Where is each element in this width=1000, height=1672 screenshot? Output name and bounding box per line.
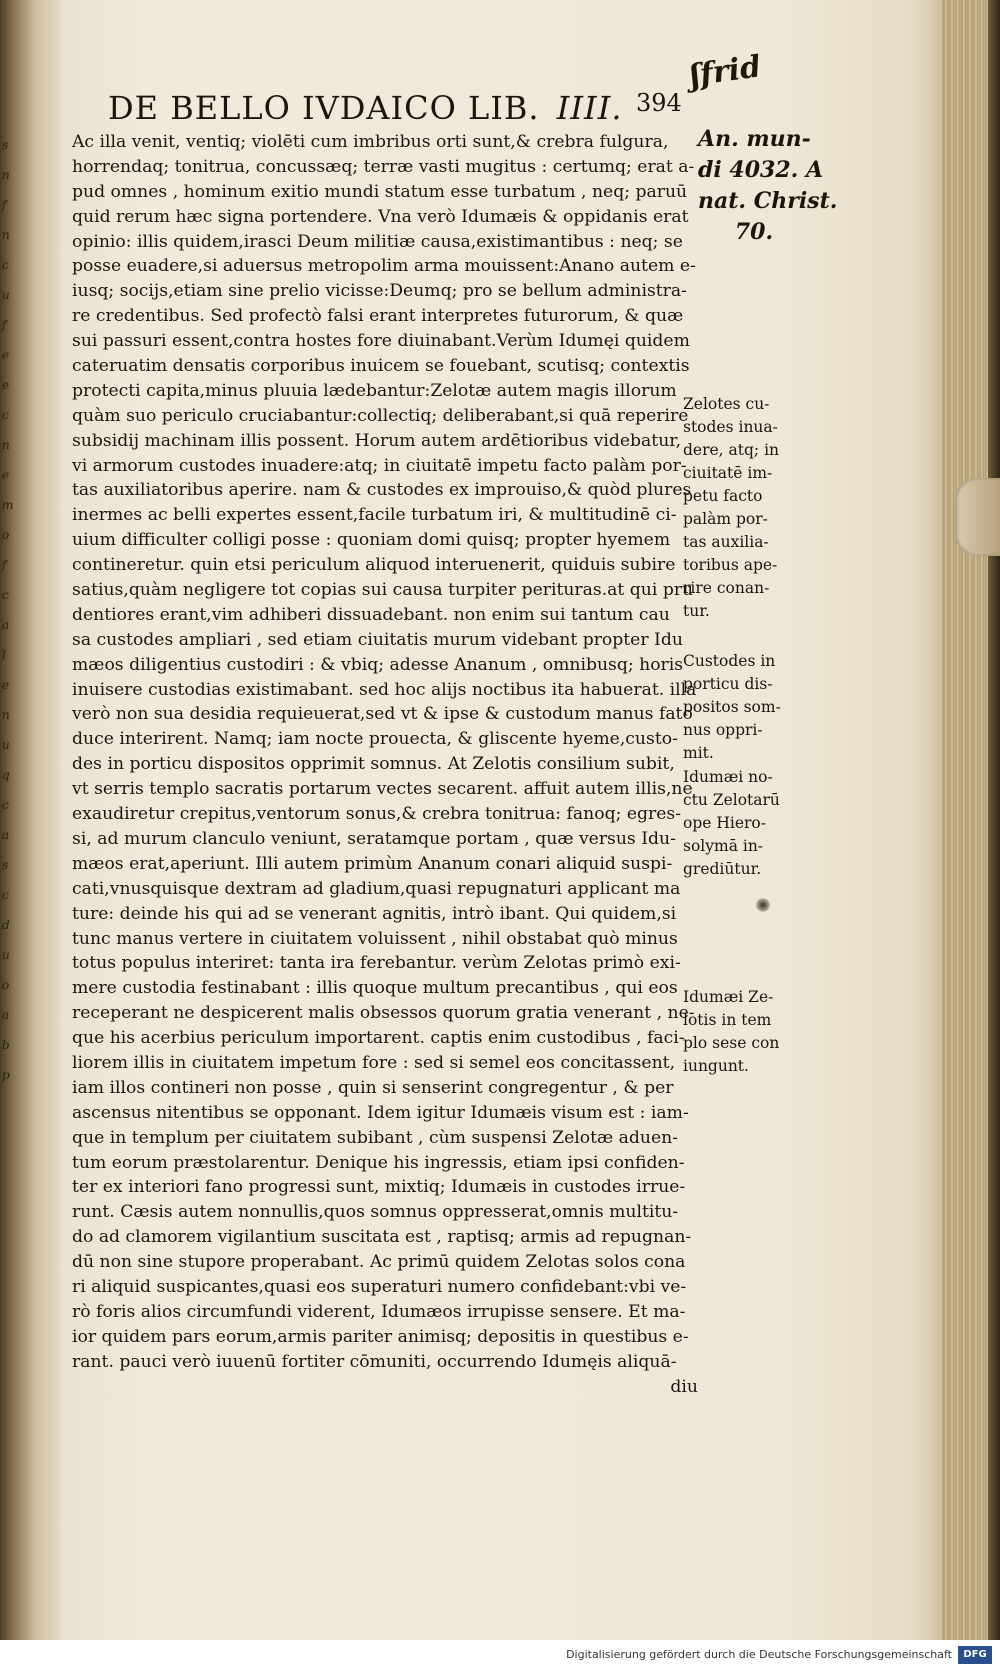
spine-fragment: p [2, 1068, 10, 1082]
text-line: verò non sua desidia requieuerat,sed vt & ipse & custodum manus fato [72, 704, 693, 725]
text-line: horrendaq; tonitrua, concussæq; terræ vasti mugitus : certumq; erat a- [72, 156, 695, 177]
side-note-line: iungunt. [683, 1057, 749, 1075]
spine-fragment: c [2, 408, 9, 422]
spine-fragment: f [2, 318, 7, 332]
side-note-idumaei-noctu [683, 766, 793, 881]
side-note-line: ope Hiero- [683, 814, 766, 832]
spine-fragment: e [2, 678, 10, 692]
text-line: sa custodes ampliari , sed etiam ciuitatis murum videbant propter Idu [72, 629, 683, 650]
spine-fragment: e [2, 378, 10, 392]
book-spine [0, 0, 64, 1640]
text-line: inermes ac belli expertes essent,facile turbatum iri, & multitudinē ci- [72, 505, 677, 526]
text-line: dentiores erant,vim adhiberi dissuadebant. non enim sui tantum cau [72, 604, 670, 625]
spine-fragment: s [2, 858, 9, 872]
side-note-idumaei-zelotis [683, 986, 793, 1078]
side-note-line: nus oppri- [683, 721, 763, 739]
side-note-line: mit. [683, 744, 714, 762]
spine-fragment: n [2, 168, 10, 182]
text-line: tum eorum præstolarentur. Denique his ingressis, etiam ipsi confiden- [72, 1152, 685, 1173]
text-line: iam illos contineri non posse , quin si senserint congregentur , & per [72, 1077, 674, 1098]
side-note-line: dere, atq; in [683, 441, 780, 459]
text-line: des in porticu dispositos opprimit somnus. At Zelotis consilium subit, [72, 754, 675, 775]
text-line: do ad clamorem vigilantium suscitata est , raptisq; armis ad repugnan- [72, 1227, 692, 1248]
text-line: cati,vnusquisque dextram ad gladium,quasi repugnaturi applicant ma [72, 878, 681, 899]
text-line: tas auxiliatoribus aperire. nam & custodes ex improuiso,& quòd plures [72, 480, 692, 501]
text-line: pud omnes , hominum exitio mundi statum esse turbatum , neq; paruū [72, 181, 688, 202]
footer-credit: Digitalisierung gefördert durch die Deutsche Forschungsgemeinschaft [566, 1648, 952, 1661]
text-line: ter ex interiori fano progressi sunt, mixtiq; Idumæis in custodes irrue- [72, 1177, 686, 1198]
text-line: uium difficulter colligi posse : quoniam domi quisq; propter hyemem [72, 530, 671, 551]
side-note-line: Zelotes cu- [683, 395, 770, 413]
handwritten-annotation: ʃfrid [687, 49, 764, 94]
side-note-line: Idumæi Ze- [683, 988, 774, 1006]
text-line: liorem illis in ciuitatem impetum fore : sed si semel eos concitassent, [72, 1052, 676, 1073]
spine-fragment: n [2, 228, 10, 242]
text-line: re credentibus. Sed profectò falsi erant interpretes futurorum, & quæ [72, 306, 684, 327]
text-line: ior quidem pars eorum,armis pariter animisq; depositis in questibus e- [72, 1326, 689, 1347]
footer-bar [0, 1640, 1000, 1672]
side-note-line: petu facto [683, 487, 763, 505]
side-note-line: palàm por- [683, 510, 768, 528]
spine-fragment: e [2, 468, 10, 482]
side-note-zelotes [683, 393, 793, 623]
side-note-line: ciuitatē im- [683, 464, 773, 482]
text-line: receperant ne despicerent malis obsessos quorum gratia venerant , ne- [72, 1003, 695, 1024]
side-note-line: Custodes in [683, 652, 776, 670]
spine-fragment: a [2, 828, 10, 842]
text-line: que in templum per ciuitatem subibant , cùm suspensi Zelotæ aduen- [72, 1127, 679, 1148]
spine-fragment: u [2, 738, 10, 752]
bookmark-tab [955, 478, 1000, 556]
side-note-line: Idumæi no- [683, 768, 773, 786]
binding-edge [988, 0, 1000, 1640]
side-note-line: tur. [683, 602, 710, 620]
running-head-book: IIII. [556, 89, 623, 127]
spine-fragment: m [2, 498, 14, 512]
side-note-line: stodes inua- [683, 418, 778, 436]
spine-fragment: b [2, 1038, 10, 1052]
text-line: vt serris templo sacratis portarum vectes secarent. affuit autem illis,ne [72, 779, 693, 800]
text-line: rant. pauci verò iuuenū fortiter cōmuniti, occurrendo Idumęis aliquā- [72, 1351, 677, 1372]
year-note-line: di 4032. A [698, 157, 824, 183]
side-note-line: rire conan- [683, 579, 770, 597]
year-note-line: An. mun- [698, 126, 811, 152]
text-line: vi armorum custodes inuadere:atq; in ciuitatē impetu facto palàm por- [72, 455, 687, 476]
text-line: si, ad murum clanculo veniunt, seratamque portam , quæ versus Idu- [72, 828, 676, 849]
year-note-line: 70. [734, 219, 774, 245]
text-line: sui passuri essent,contra hostes fore diuinabant.Verùm Idumęi quidem [72, 331, 690, 352]
side-note-line: lotis in tem [683, 1011, 772, 1029]
text-line: runt. Cæsis autem nonnullis,quos somnus oppresserat,omnis multitu- [72, 1202, 679, 1223]
spine-fragment: s [2, 138, 9, 152]
spine-fragment: a [2, 618, 10, 632]
text-line: protecti capita,minus pluuia lædebantur:Zelotæ autem magis illorum [72, 380, 677, 401]
text-line: quàm suo periculo cruciabantur:collectiq; deliberabant,si quā reperire [72, 405, 689, 426]
side-note-line: solymā in- [683, 837, 764, 855]
spine-fragment: c [2, 588, 9, 602]
text-line: dū non sine stupore properabant. Ac primū quidem Zelotas solos cona [72, 1252, 686, 1273]
text-line: ture: deinde his qui ad se venerant agnitis, intrò ibant. Qui quidem,si [72, 903, 677, 924]
spine-fragment: u [2, 288, 10, 302]
text-line: inuisere custodias existimabant. sed hoc alijs noctibus ita habuerat. illa [72, 679, 697, 700]
text-line: que his acerbius periculum importarent. captis enim custodibus , faci- [72, 1028, 685, 1049]
spine-fragment: n [2, 438, 10, 452]
text-line: opinio: illis quidem,irasci Deum militiæ causa,existimantibus : neq; se [72, 231, 683, 252]
side-note-line: positos som- [683, 698, 781, 716]
spine-fragment: d [2, 918, 10, 932]
text-line: tunc manus vertere in ciuitatem voluissent , nihil obstabat quò minus [72, 928, 678, 949]
page-number: 394 [636, 89, 682, 117]
dfg-logo: DFG [958, 1646, 992, 1664]
spine-fragment: c [2, 888, 9, 902]
side-note-line: plo sese con [683, 1034, 780, 1052]
body-text [72, 130, 700, 1399]
spine-fragment: f [2, 198, 7, 212]
spine-fragment: q [2, 768, 10, 782]
side-note-line: grediūtur. [683, 860, 762, 878]
text-line: iusq; socijs,etiam sine prelio vicisse:Deumq; pro se bellum administra- [72, 281, 687, 302]
year-marginal-note [698, 124, 838, 248]
text-line: posse euadere,si aduersus metropolim arma mouissent:Anano autem e- [72, 256, 696, 277]
text-line: Ac illa venit, ventiq; violēti cum imbribus orti sunt,& crebra fulgura, [72, 132, 669, 152]
text-line: mere custodia festinabant : illis quoque multum precantibus , qui eos [72, 978, 678, 999]
text-line: ri aliquid suspicantes,quasi eos superaturi numero confidebant:vbi ve- [72, 1276, 687, 1297]
text-line: contineretur. quin etsi periculum aliquod interuenerit, quiduis subire [72, 555, 676, 576]
spine-fragment: o [2, 528, 10, 542]
text-line: quid rerum hæc signa portendere. Vna verò Idumæis & oppidanis erat [72, 206, 689, 227]
spine-fragment: n [2, 708, 10, 722]
spine-fragment: c [2, 798, 9, 812]
spine-fragment: a [2, 1008, 10, 1022]
side-note-custodes [683, 650, 793, 765]
text-line: duce interirent. Namq; iam nocte prouecta, & gliscente hyeme,custo- [72, 729, 678, 750]
text-line: subsidij machinam illis possent. Horum autem ardētioribus videbatur, [72, 430, 682, 451]
side-note-line: porticu dis- [683, 675, 773, 693]
spine-fragment: u [2, 948, 10, 962]
text-line: cateruatim densatis corporibus inuicem se fouebant, scutisq; contextis [72, 356, 690, 377]
text-line: mæos diligentius custodiri : & vbiq; adesse Ananum , omnibusq; horis [72, 654, 684, 675]
spine-fragment: f [2, 558, 7, 572]
side-note-line: toribus ape- [683, 556, 778, 574]
side-note-line: tas auxilia- [683, 533, 769, 551]
spine-fragment: e [2, 348, 10, 362]
text-line: exaudiretur crepitus,ventorum sonus,& crebra tonitrua: fanoq; egres- [72, 804, 682, 825]
text-line: rò foris alios circumfundi viderent, Idumæos irrupisse sensere. Et ma- [72, 1301, 686, 1322]
text-line: mæos erat,aperiunt. Illi autem primùm Ananum conari aliquid suspi- [72, 853, 673, 874]
spine-fragment: o [2, 978, 10, 992]
catchword: diu [670, 1376, 698, 1397]
text-line: satius,quàm negligere tot copias sui causa turpiter perituras.at qui pru [72, 580, 694, 601]
text-line: ascensus nitentibus se opponant. Idem igitur Idumæis visum est : iam- [72, 1102, 689, 1123]
spine-fragment: l [2, 648, 6, 662]
spine-fragment: c [2, 258, 9, 272]
year-note-line: nat. Christ. [698, 188, 838, 214]
ink-stain [755, 898, 771, 912]
side-note-line: ctu Zelotarū [683, 791, 780, 809]
text-line: totus populus interiret: tanta ira ferebantur. verùm Zelotas primò exi- [72, 953, 681, 974]
running-head-title: DE BELLO IVDAICO LIB. [108, 89, 540, 127]
facing-page-fragments [2, 130, 20, 1090]
